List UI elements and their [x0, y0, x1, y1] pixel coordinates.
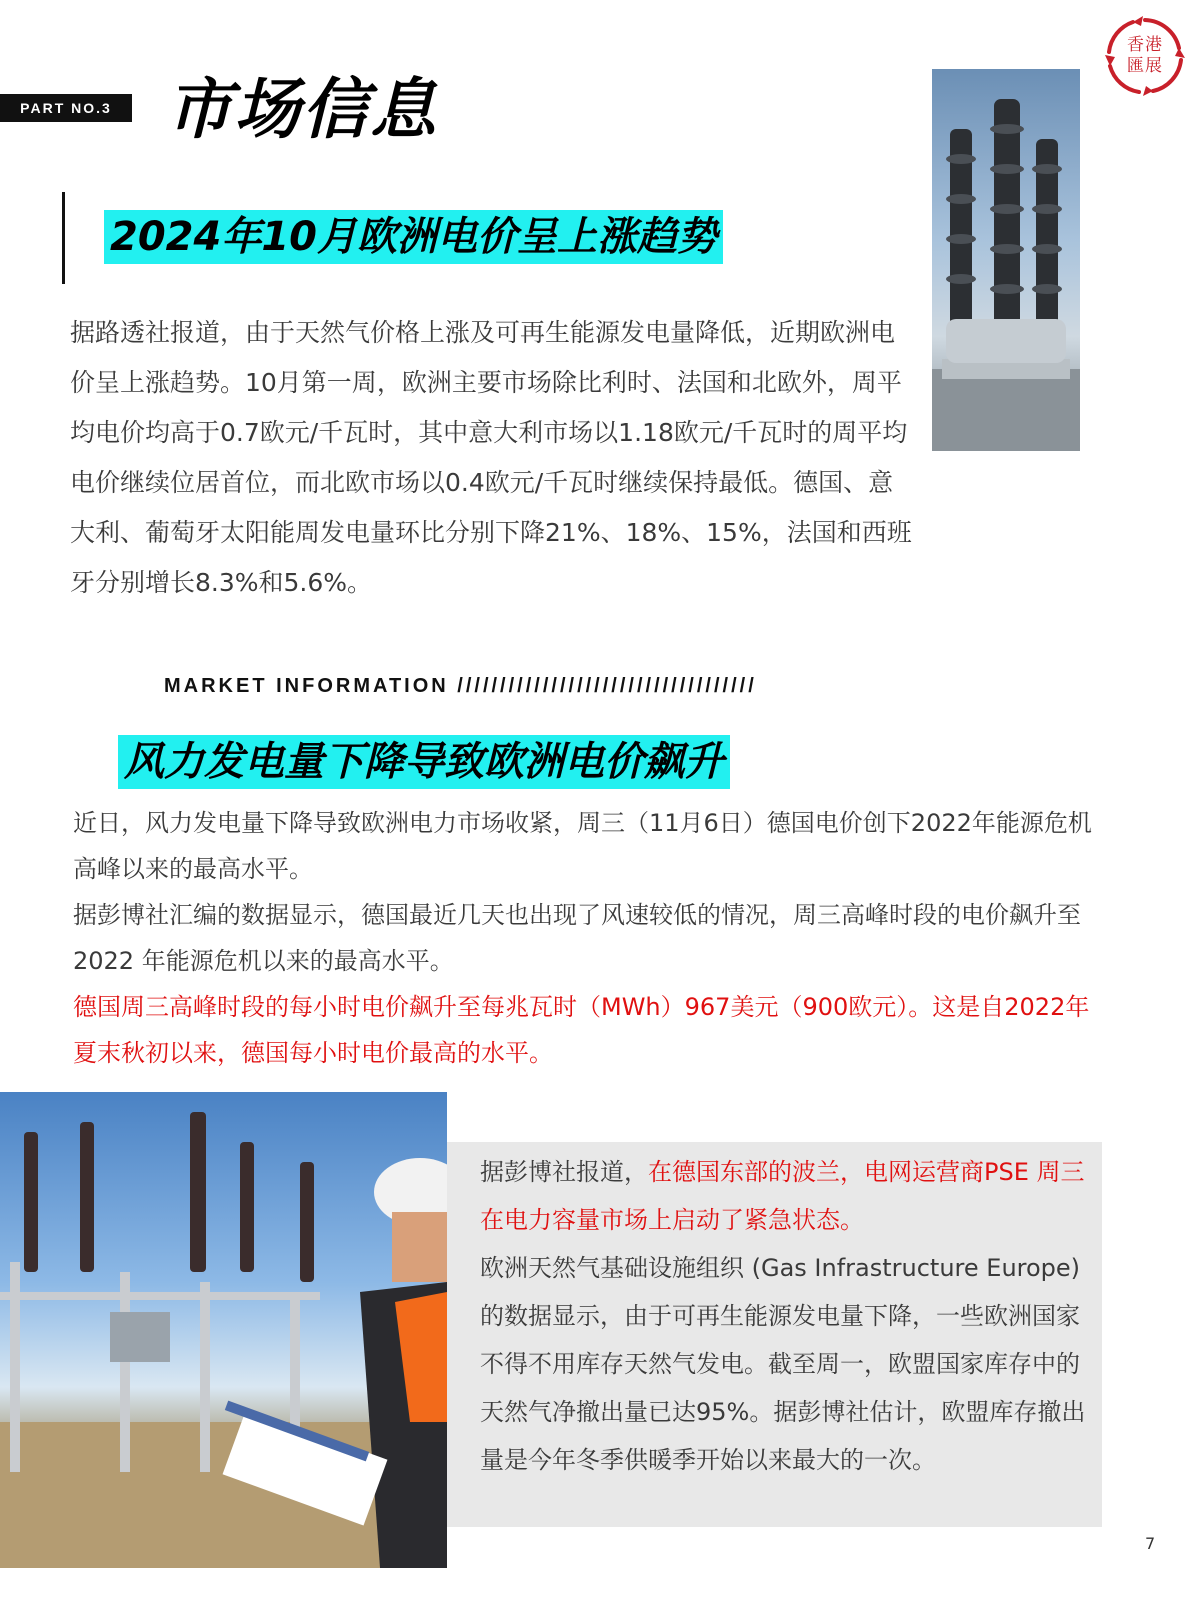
section-title: 市场信息: [166, 71, 438, 148]
transformer-photo: [932, 69, 1080, 451]
article2-para1: 近日，风力发电量下降导致欧洲电力市场收紧，周三（11月6日）德国电价创下2022年能源危机高峰以来的最高水平。: [73, 809, 1092, 883]
article2-para2: 据彭博社汇编的数据显示，德国最近几天也出现了风速较低的情况，周三高峰时段的电价飙升至 2022 年能源危机以来的最高水平。: [73, 901, 1081, 975]
article2-para3-highlight: 德国周三高峰时段的每小时电价飙升至每兆瓦时（MWh）967美元（900欧元）。这是自2022年夏末秋初以来，德国每小时电价最高的水平。: [73, 993, 1090, 1067]
substation-engineer-photo: [0, 1092, 447, 1568]
article2-body: [73, 800, 1103, 1076]
info-box-text: [480, 1148, 1090, 1484]
article1-title: 2024年10月欧洲电价呈上涨趋势: [104, 210, 723, 264]
market-information-divider: MARKET INFORMATION ///////////////////////////////////: [164, 675, 757, 697]
company-logo: [1103, 14, 1187, 98]
accent-divider-line: [62, 192, 65, 284]
logo-text-line2: 匯展: [1127, 56, 1163, 76]
info-box-body: 欧洲天然气基础设施组织 (Gas Infrastructure Europe) 的数据显示，由于可再生能源发电量下降，一些欧洲国家不得不用库存天然气发电。截至周一，欧盟国家库存中的天然气净撤出量已达95%。据彭博社估计，欧盟库存撤出量是今年冬季供暖季开始以来最大的一次。: [480, 1254, 1086, 1474]
part-label: PART NO.3: [0, 94, 132, 122]
logo-text-line1: 香港: [1127, 35, 1163, 55]
info-box-lead-highlight: 在德国东部的波兰，电网运营商PSE 周三在电力容量市场上启动了紧急状态。: [480, 1158, 1085, 1234]
article2-title: 风力发电量下降导致欧洲电价飙升: [118, 735, 730, 789]
article1-body: 据路透社报道，由于天然气价格上涨及可再生能源发电量降低，近期欧洲电价呈上涨趋势。10月第一周，欧洲主要市场除比利时、法国和北欧外，周平均电价均高于0.7欧元/千瓦时，其中意大利市场以1.18欧元/千瓦时的周平均电价继续位居首位，而北欧市场以0.4欧元/千瓦时继续保持最低。德国、意大利、葡萄牙太阳能周发电量环比分别下降21%、18%、15%，法国和西班牙分别增长8.3%和5.6%。: [70, 318, 912, 597]
page-number: 7: [1145, 1534, 1156, 1553]
info-box-lead: 据彭博社报道，: [480, 1158, 648, 1186]
